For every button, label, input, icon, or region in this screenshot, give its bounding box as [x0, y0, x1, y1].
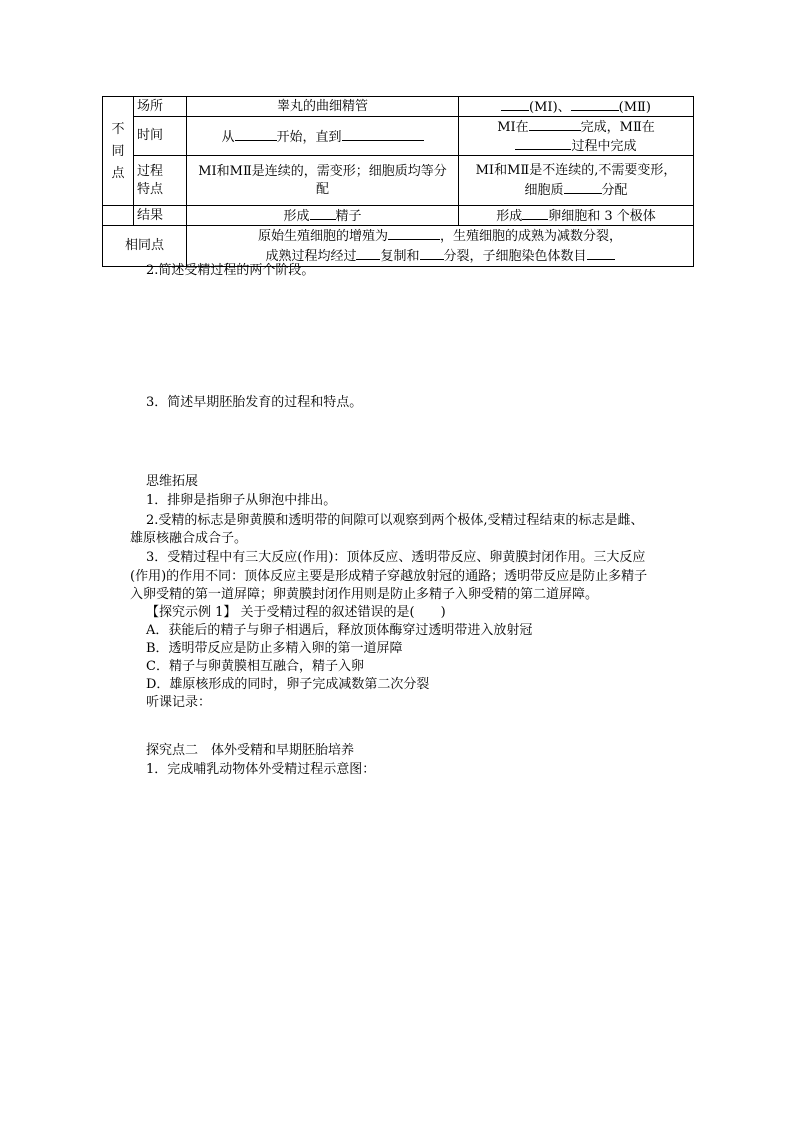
- same-cell: [187, 226, 694, 267]
- comparison-table: [102, 96, 694, 267]
- option-c: C．精子与卵黄膜相互融合，精子入卵: [146, 659, 364, 674]
- ext-item-3-line-3: 入卵受精的第一道屏障；卵黄膜封闭作用则是防止多精子入卵受精的第二道屏障。: [130, 587, 599, 602]
- sperm-text: 从: [221, 129, 235, 145]
- sperm-cell: 睾丸的曲细精管: [187, 97, 459, 117]
- table-row: [103, 117, 694, 156]
- egg-text: (MⅠ)、: [529, 100, 571, 115]
- egg-text: (MⅡ): [618, 100, 651, 115]
- egg-cell: [459, 206, 694, 226]
- same-text: 成熟过程均经过: [265, 249, 357, 264]
- blank-line: [515, 136, 571, 150]
- section-2-title: 探究点二 体外受精和早期胚胎培养: [146, 743, 355, 758]
- row-label: 场所: [134, 97, 187, 117]
- option-a: A．获能后的精子与卵子相遇后，释放顶体酶穿过透明带进入放射冠: [146, 623, 533, 638]
- blank-line: [310, 206, 336, 220]
- option-b: B．透明带反应是防止多精入卵的第一道屏障: [146, 641, 403, 656]
- diff-label-cell: [103, 97, 134, 206]
- egg-cell: [459, 97, 694, 117]
- same-text: 分裂，子细胞染色体数目: [443, 249, 587, 264]
- egg-text: MⅠ在: [497, 120, 529, 135]
- ext-item-3-line-1: 3．受精过程中有三大反应(作用)：顶体反应、透明带反应、卵黄膜封闭作用。三大反应: [146, 550, 646, 565]
- example-title: 【探究示例 1】 关于受精过程的叙述错误的是( ): [146, 605, 446, 620]
- sperm-text: 形成: [283, 209, 310, 224]
- row-label: 结果: [134, 206, 187, 226]
- blank-line: [235, 127, 277, 141]
- blank-line: [356, 246, 380, 260]
- sperm-text: 精子: [335, 209, 362, 224]
- egg-text: MⅠ和MⅡ是不连续的,不需要变形，: [475, 162, 677, 178]
- notes-label: 听课记录：: [146, 695, 212, 710]
- sperm-text: 开始，直到: [276, 129, 342, 145]
- sperm-cell: MⅠ和MⅡ是连续的，需变形；细胞质均等分配: [187, 156, 459, 206]
- blank-line: [501, 97, 529, 111]
- egg-text: 卵细胞和 3 个极体: [548, 209, 656, 224]
- section-2-question-1: 1．完成哺乳动物体外受精过程示意图：: [146, 762, 376, 777]
- table-row: [103, 156, 694, 206]
- same-label: 相同点: [103, 226, 187, 267]
- ext-title: 思维拓展: [146, 474, 199, 489]
- same-text: ，生殖细胞的成熟为减数分裂，: [440, 229, 623, 244]
- blank-line: [529, 117, 581, 131]
- blank-line: [564, 180, 602, 194]
- egg-cell: [459, 117, 694, 156]
- diff-label: 不同点: [111, 122, 125, 181]
- question-3: 3．简述早期胚胎发育的过程和特点。: [146, 395, 363, 410]
- blank-line: [420, 246, 444, 260]
- egg-text: 完成，MⅡ在: [580, 120, 655, 135]
- ext-item-2-line-2: 雄原核融合成合子。: [130, 531, 248, 546]
- table-row: [103, 226, 694, 267]
- egg-cell: [459, 156, 694, 206]
- row-label-text: 过程特点: [137, 163, 164, 197]
- ext-item-3-line-2: (作用)的作用不同：顶体反应主要是形成精子穿越放射冠的通路；透明带反应是防止多精子: [130, 569, 648, 584]
- ext-item-2-line-1: 2.受精的标志是卵黄膜和透明带的间隙可以观察到两个极体,受精过程结束的标志是雌、: [146, 513, 644, 528]
- egg-text: 过程中完成: [571, 139, 637, 154]
- row-label: [134, 156, 187, 206]
- same-text: 复制和: [380, 249, 420, 264]
- blank-line: [571, 97, 619, 111]
- table-row: [103, 97, 694, 117]
- blank-line: [587, 246, 615, 260]
- ext-item-1: 1．排卵是指卵子从卵泡中排出。: [146, 493, 337, 508]
- egg-text: 形成: [496, 209, 523, 224]
- question-2: 2.简述受精过程的两个阶段。: [146, 263, 315, 278]
- egg-text: 分配: [601, 182, 628, 198]
- empty-cell: [103, 206, 134, 226]
- row-label: 时间: [134, 117, 187, 156]
- option-d: D．雄原核形成的同时，卵子完成减数第二次分裂: [146, 677, 430, 692]
- sperm-cell: [187, 206, 459, 226]
- same-text: 原始生殖细胞的增殖为: [257, 229, 388, 244]
- blank-line: [388, 226, 440, 240]
- egg-text: 细胞质: [524, 182, 564, 198]
- table-row: [103, 206, 694, 226]
- sperm-cell: [187, 117, 459, 156]
- blank-line: [342, 127, 424, 141]
- blank-line: [522, 206, 548, 220]
